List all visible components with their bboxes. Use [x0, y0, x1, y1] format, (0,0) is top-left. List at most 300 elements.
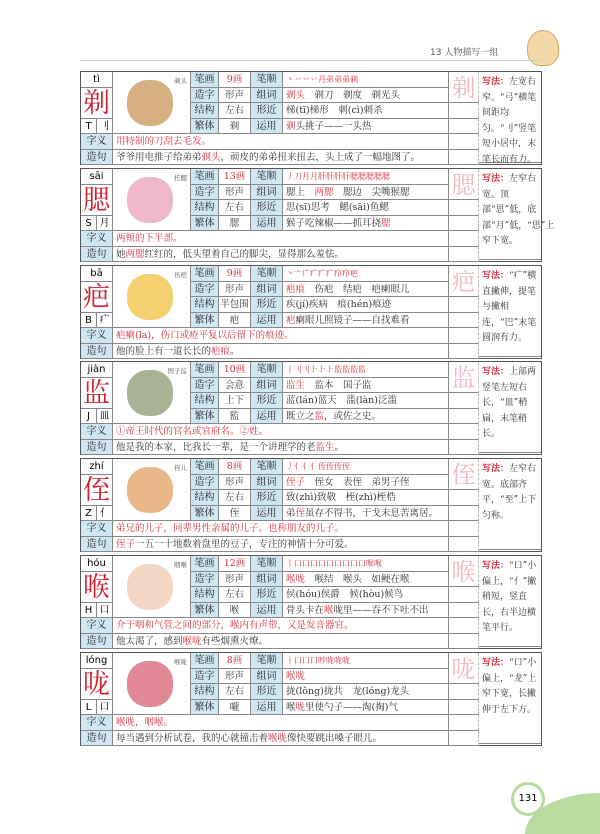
text: 头挑子——一头热 — [295, 120, 372, 132]
formation-value: 会意 — [219, 378, 251, 394]
meaning-label: 字义 — [81, 424, 113, 440]
highlight-text: 喉咙 — [286, 670, 306, 682]
formation-value: 形声 — [219, 185, 251, 201]
structure-label: 结构 — [191, 297, 219, 313]
words-value — [283, 475, 449, 491]
strokes-label: 笔画 — [191, 169, 219, 185]
practice-cell — [449, 715, 479, 731]
text: 剃刀 剃度 剃光头 — [305, 89, 401, 101]
highlight-text: 剃头 — [201, 151, 221, 163]
structure-value: 左右 — [219, 684, 251, 700]
illustration — [113, 169, 191, 231]
text: 猴子吃辣椒——抓耳挠 — [286, 217, 382, 229]
sentence-label: 造句 — [81, 247, 113, 263]
similar-value — [283, 103, 449, 119]
traditional-label: 繁体 — [191, 216, 219, 232]
usage-label: 运用 — [251, 119, 283, 135]
text: ，顽皮的弟弟扭来扭去，头上成了一幅地图了。 — [220, 151, 421, 163]
initial: H — [81, 603, 97, 619]
highlight-text: 喉咙 — [268, 732, 288, 744]
illustration-caption: 托腮 — [174, 174, 187, 182]
structure-value: 左右 — [219, 103, 251, 119]
writing-tip — [479, 72, 541, 163]
writing-tip — [479, 169, 555, 260]
meaning-label: 字义 — [81, 328, 113, 344]
pinyin: hóu — [81, 556, 113, 572]
strokes-value: 8画 — [219, 653, 251, 669]
sentence-label: 造句 — [81, 731, 113, 747]
illustration — [113, 362, 191, 424]
writing-label: 写法： — [482, 77, 510, 87]
character-entry — [80, 71, 542, 165]
text: 致(zhì)致敬 桎(zhì)桎梏 — [286, 492, 396, 503]
sentence-label: 造句 — [81, 634, 113, 650]
highlight-text: 侄 — [295, 507, 306, 519]
radical: 疒 — [97, 313, 113, 329]
illustration-image — [127, 274, 173, 320]
practice-cell — [449, 603, 479, 619]
structure-value: 左右 — [219, 200, 251, 216]
traditional-label: 繁体 — [191, 506, 219, 522]
words-label: 组词 — [251, 88, 283, 104]
practice-cell — [449, 119, 479, 135]
formation-value: 形声 — [219, 88, 251, 104]
strokes-value: 8画 — [219, 459, 251, 475]
structure-label: 结构 — [191, 684, 219, 700]
illustration — [113, 653, 191, 715]
formation-value: 形声 — [219, 669, 251, 685]
structure-value: 上下 — [219, 393, 251, 409]
text: 拢(lǒng)拢共 龙(lóng)龙头 — [286, 686, 410, 697]
writing-text: 上部两竖笔左短右长，“皿”稍扁，末笔稍长。 — [482, 367, 537, 439]
practice-cell — [449, 297, 479, 313]
text: 弟 — [286, 507, 296, 519]
text: 她 — [116, 248, 126, 260]
initial: T — [81, 119, 97, 135]
usage-label: 运用 — [251, 506, 283, 522]
radical: 口 — [97, 603, 113, 619]
text: 喉 — [286, 701, 296, 713]
highlight-text: 喉咙 — [286, 573, 306, 585]
usage-value — [283, 216, 449, 232]
similar-label: 形近 — [251, 684, 283, 700]
initial: B — [81, 313, 97, 329]
radical: 口 — [97, 700, 113, 716]
sentence-value — [113, 150, 449, 166]
sentence-label: 造句 — [81, 440, 113, 456]
highlight-text: 两颊的下半部。 — [116, 233, 183, 244]
words-value — [283, 378, 449, 394]
formation-label: 造字 — [191, 669, 219, 685]
strokes-label: 笔画 — [191, 556, 219, 572]
practice-cell — [449, 328, 479, 344]
practice-cell — [449, 618, 479, 634]
strokes-label: 笔画 — [191, 266, 219, 282]
writing-tip — [479, 459, 541, 550]
order-label: 笔顺 — [251, 459, 283, 475]
pinyin: bā — [81, 266, 113, 282]
text: 。 — [334, 441, 345, 453]
illustration-caption: 国子监 — [167, 367, 187, 375]
order-value: 丨刂刂⺊⺊⺊监监监监 — [283, 362, 449, 378]
text: 思(sī)思考 鳃(sāi)鱼鳃 — [286, 202, 389, 213]
practice-cell — [449, 440, 479, 456]
traditional-label: 繁体 — [191, 313, 219, 329]
strokes-value: 12画 — [219, 556, 251, 572]
order-value: 丿亻亻亻侄侄侄侄 — [283, 459, 449, 475]
highlight-text: 疤痕 — [286, 283, 306, 295]
character-entry — [80, 265, 542, 359]
practice-cell — [449, 700, 479, 716]
writing-text: “口”小偏上，“亻”撇稍短，竖直长，右半边横笔平行。 — [482, 561, 537, 633]
tracing-character: 剃 — [449, 72, 479, 103]
practice-cell — [449, 216, 479, 232]
sentence-value — [113, 344, 449, 360]
traditional-value: 疤 — [219, 313, 251, 329]
usage-label: 运用 — [251, 603, 283, 619]
usage-label: 运用 — [251, 409, 283, 425]
similar-label: 形近 — [251, 393, 283, 409]
character-entry — [80, 458, 542, 552]
words-label: 组词 — [251, 185, 283, 201]
meaning-value — [113, 424, 449, 440]
similar-label: 形近 — [251, 200, 283, 216]
illustration-caption: 咽喉 — [174, 561, 187, 569]
formation-label: 造字 — [191, 475, 219, 491]
similar-label: 形近 — [251, 297, 283, 313]
radical: 刂 — [97, 119, 113, 135]
illustration-image — [127, 661, 173, 707]
radical: 亻 — [97, 506, 113, 522]
formation-label: 造字 — [191, 572, 219, 588]
structure-label: 结构 — [191, 490, 219, 506]
meaning-label: 字义 — [81, 134, 113, 150]
highlight-text: 监生 — [286, 379, 306, 391]
meaning-value — [113, 521, 449, 537]
formation-label: 造字 — [191, 282, 219, 298]
formation-value: 形声 — [219, 572, 251, 588]
writing-tip — [479, 653, 541, 744]
text: 侯(hóu)侯爵 候(hòu)候鸟 — [286, 589, 404, 600]
page-number: 131 — [511, 782, 545, 816]
usage-label: 运用 — [251, 313, 283, 329]
practice-cell — [449, 424, 479, 440]
header-divider — [80, 60, 542, 61]
meaning-value — [113, 715, 449, 731]
highlight-text: 弟兄的儿子，同辈男性亲属的儿子。也称朋友的儿子。 — [116, 523, 345, 534]
text: 有些烟熏火燎。 — [201, 635, 269, 647]
similar-value — [283, 297, 449, 313]
strokes-value: 9画 — [219, 72, 251, 88]
text: 他太渴了，感到 — [116, 635, 183, 647]
structure-value: 左右 — [219, 587, 251, 603]
words-label: 组词 — [251, 572, 283, 588]
writing-label: 写法： — [482, 174, 510, 184]
traditional-value: 監 — [219, 409, 251, 425]
practice-cell — [449, 231, 479, 247]
traditional-value: 侄 — [219, 506, 251, 522]
words-label: 组词 — [251, 282, 283, 298]
highlight-text: 两腮 — [125, 248, 145, 260]
formation-label: 造字 — [191, 88, 219, 104]
text: 既立之 — [286, 410, 315, 422]
strokes-value: 13画 — [219, 169, 251, 185]
sentence-value — [113, 247, 449, 263]
character-entry — [80, 361, 542, 455]
words-label: 组词 — [251, 669, 283, 685]
pinyin: tì — [81, 72, 113, 88]
usage-value — [283, 700, 449, 716]
meaning-label: 字义 — [81, 715, 113, 731]
order-value: 丨口口口吵咙咙咙 — [283, 653, 449, 669]
text: 腮边 尖嘴猴腮 — [333, 186, 410, 198]
highlight-text: 监 — [314, 410, 325, 422]
illustration — [113, 266, 191, 328]
illustration — [113, 72, 191, 134]
strokes-label: 笔画 — [191, 72, 219, 88]
writing-text: 左窄右宽。顶部“思”低，底部“月”低，“思”上窄下宽。 — [482, 174, 555, 246]
similar-value — [283, 393, 449, 409]
illustration-image — [127, 564, 173, 610]
structure-value: 半包围 — [219, 297, 251, 313]
words-label: 组词 — [251, 378, 283, 394]
illustration-image — [127, 467, 173, 513]
practice-cell — [449, 150, 479, 166]
writing-label: 写法： — [482, 464, 510, 474]
strokes-label: 笔画 — [191, 459, 219, 475]
traditional-label: 繁体 — [191, 603, 219, 619]
highlight-text: 疤痕 — [211, 345, 231, 357]
character: 疤 — [81, 282, 113, 313]
highlight-text: 剃 — [286, 120, 296, 132]
highlight-text: 侄子 — [116, 538, 136, 550]
illustration-caption: 喉咙 — [174, 658, 187, 666]
practice-cell — [449, 731, 479, 747]
text: 监本 国子监 — [305, 379, 372, 391]
writing-text: 左宽右窄。“弓”横笔间距均匀。“刂”竖笔短小居中，末笔长而有力。 — [482, 77, 537, 165]
formation-label: 造字 — [191, 378, 219, 394]
character-entry — [80, 555, 542, 649]
practice-cell — [449, 409, 479, 425]
structure-label: 结构 — [191, 103, 219, 119]
words-value — [283, 669, 449, 685]
text: 。 — [230, 345, 240, 357]
character: 侄 — [81, 475, 113, 506]
words-label: 组词 — [251, 475, 283, 491]
pinyin: sāi — [81, 169, 113, 185]
highlight-text: 介于咽和气管之间的部分，喉内有声带，又是发音器官。 — [116, 620, 354, 631]
sentence-value — [113, 440, 449, 456]
order-label: 笔顺 — [251, 362, 283, 378]
practice-cell — [449, 490, 479, 506]
character: 喉 — [81, 572, 113, 603]
order-label: 笔顺 — [251, 556, 283, 572]
formation-value: 形声 — [219, 475, 251, 491]
sentence-value — [113, 731, 449, 747]
radical: 皿 — [97, 409, 113, 425]
text: 梯(tī)梯形 刺(cì)刺杀 — [286, 105, 383, 116]
structure-label: 结构 — [191, 200, 219, 216]
text: 疾(jí)疾病 痕(hén)痕迹 — [286, 299, 392, 310]
strokes-label: 笔画 — [191, 362, 219, 378]
usage-label: 运用 — [251, 700, 283, 716]
character: 腮 — [81, 185, 113, 216]
sentence-label: 造句 — [81, 150, 113, 166]
writing-label: 写法： — [482, 367, 510, 377]
traditional-label: 繁体 — [191, 119, 219, 135]
usage-value — [283, 313, 449, 329]
formation-value: 形声 — [219, 282, 251, 298]
text: 骨头卡在 — [286, 604, 325, 616]
traditional-value: 腮 — [219, 216, 251, 232]
writing-tip — [479, 362, 541, 453]
tracing-character: 咙 — [449, 653, 479, 684]
practice-cell — [449, 103, 479, 119]
text: 伤疤 结疤 疤瘌眼儿 — [305, 283, 410, 295]
text: 蓝(lán)蓝天 滥(làn)泛滥 — [286, 395, 397, 406]
highlight-text: 疤瘌(la)，伤口或疮平复以后留下的痕迹。 — [116, 330, 294, 341]
usage-value — [283, 409, 449, 425]
strokes-label: 笔画 — [191, 653, 219, 669]
order-value: 丶丷丷丷丹弟弟弟剃 — [283, 72, 449, 88]
text: 瘌眼儿照镜子——自找难看 — [295, 314, 410, 326]
highlight-text: 剃头 — [286, 89, 306, 101]
highlight-text: 侄子 — [286, 476, 306, 488]
order-value: 丶亠广疒疒疒疖疖疤 — [283, 266, 449, 282]
writing-label: 写法： — [482, 271, 510, 281]
words-value — [283, 185, 449, 201]
highlight-text: 咙 — [295, 701, 306, 713]
text: ，或佐之史。 — [324, 410, 382, 422]
tracing-character: 腮 — [449, 169, 479, 200]
illustration — [113, 556, 191, 618]
character: 监 — [81, 378, 113, 409]
words-value — [283, 88, 449, 104]
practice-cell — [449, 393, 479, 409]
pinyin: jiàn — [81, 362, 113, 378]
text: 侄女 表侄 弟男子侄 — [305, 476, 410, 488]
similar-value — [283, 587, 449, 603]
practice-cell — [449, 344, 479, 360]
usage-value — [283, 119, 449, 135]
meaning-value — [113, 618, 449, 634]
sentence-label: 造句 — [81, 344, 113, 360]
similar-value — [283, 200, 449, 216]
pinyin: lóng — [81, 653, 113, 669]
highlight-text: 喉咙，咽喉。 — [116, 717, 174, 728]
text: 像快要跳出嗓子眼儿。 — [287, 732, 383, 744]
meaning-value — [113, 328, 449, 344]
similar-label: 形近 — [251, 103, 283, 119]
text: 红红的，低头望着自己的脚尖，显得那么羞怯。 — [144, 248, 345, 260]
similar-value — [283, 490, 449, 506]
meaning-label: 字义 — [81, 521, 113, 537]
tracing-character: 喉 — [449, 556, 479, 587]
formation-label: 造字 — [191, 185, 219, 201]
initial: S — [81, 216, 97, 232]
character-entry — [80, 168, 555, 262]
initial: Z — [81, 506, 97, 522]
sentence-value — [113, 634, 449, 650]
illustration-caption: 剃头 — [174, 77, 187, 85]
highlight-text: 疤 — [286, 314, 296, 326]
structure-value: 左右 — [219, 490, 251, 506]
tracing-character: 侄 — [449, 459, 479, 490]
illustration — [113, 459, 191, 521]
writing-text: “疒”横直撇伸，提笔与撇相连，“巴”末笔圆润有力。 — [482, 271, 537, 343]
practice-cell — [449, 537, 479, 553]
meaning-label: 字义 — [81, 618, 113, 634]
structure-label: 结构 — [191, 587, 219, 603]
writing-label: 写法： — [482, 658, 510, 668]
illustration-image — [127, 177, 173, 223]
practice-cell — [449, 521, 479, 537]
words-value — [283, 572, 449, 588]
practice-cell — [449, 684, 479, 700]
initial: L — [81, 700, 97, 716]
writing-text: 左窄右宽。底部齐平，“至”上下匀称。 — [482, 464, 537, 521]
illustration-image — [127, 370, 173, 416]
text: 爷爷用电推子给弟弟 — [116, 151, 202, 163]
sentence-value — [113, 537, 449, 553]
highlight-text: 两腮 — [314, 186, 334, 198]
meaning-label: 字义 — [81, 231, 113, 247]
radical: 月 — [97, 216, 113, 232]
writing-tip — [479, 556, 541, 647]
writing-label: 写法： — [482, 561, 510, 571]
text: 他的脸上有一道长长的 — [116, 345, 212, 357]
illustration-caption: 伤疤 — [174, 271, 187, 279]
text: 他是我的本家，比我长一辈，是一个讲理学的老 — [116, 441, 316, 453]
order-label: 笔顺 — [251, 653, 283, 669]
writing-text: “口”小偏上，“龙”上窄下宽，长撇伸于左下方。 — [482, 658, 537, 715]
order-value: 丿刀月月肝肝肝肝腮腮腮腮腮 — [283, 169, 449, 185]
order-label: 笔顺 — [251, 169, 283, 185]
practice-cell — [449, 247, 479, 263]
meaning-value — [113, 134, 449, 150]
text: 一五一十地数着盘里的豆子，专注的神情十分可爱。 — [135, 538, 354, 550]
practice-cell — [449, 506, 479, 522]
character: 剃 — [81, 88, 113, 119]
usage-value — [283, 603, 449, 619]
initial: J — [81, 409, 97, 425]
practice-cell — [449, 587, 479, 603]
highlight-text: 腮 — [381, 217, 391, 229]
illustration-caption: 侄儿 — [174, 464, 187, 472]
similar-label: 形近 — [251, 490, 283, 506]
illustration-image — [127, 80, 173, 126]
practice-cell — [449, 200, 479, 216]
traditional-label: 繁体 — [191, 700, 219, 716]
text: 喉结 喉头 如鲠在喉 — [305, 573, 410, 585]
order-label: 笔顺 — [251, 266, 283, 282]
character-entry — [80, 652, 542, 746]
traditional-value: 剃 — [219, 119, 251, 135]
practice-cell — [449, 134, 479, 150]
text: 虽存不得书，干戈未息苦离居。 — [305, 507, 439, 519]
highlight-text: 喉咙 — [182, 635, 202, 647]
order-value: 丨口口口口口口口口口喉喉 — [283, 556, 449, 572]
traditional-value: 喉 — [219, 603, 251, 619]
practice-cell — [449, 313, 479, 329]
meaning-value — [113, 231, 449, 247]
writing-tip — [479, 266, 541, 357]
character: 咙 — [81, 669, 113, 700]
practice-cell — [449, 634, 479, 650]
tracing-character: 疤 — [449, 266, 479, 297]
text: 腮上 — [286, 186, 315, 198]
usage-label: 运用 — [251, 216, 283, 232]
